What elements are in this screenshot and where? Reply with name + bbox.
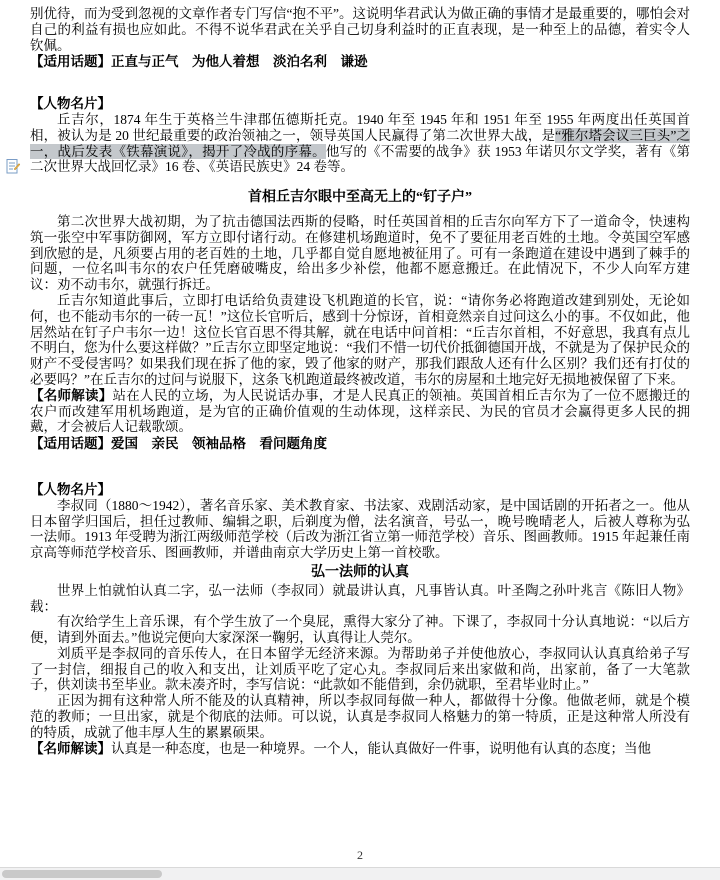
topics-text-2: 爱国 亲民 领袖品格 看问题角度 (111, 436, 327, 452)
card-label-1: 【人物名片】 (30, 96, 111, 112)
article-heading-churchill: 首相丘吉尔眼中至高无上的“钉子户” (248, 190, 472, 206)
teacher-notes-text-1: 站在人民的立场，为人民说话办事，才是人民真正的领袖。英国首相丘吉尔为了一位不愿搬迁的农户而改建军用机场跑道，是为官的正确价值观的生动体现，这样亲民、为民的官员才会赢得更多人民的拥戴，才会被后人记载歌颂。 (30, 387, 691, 435)
teacher-notes-text-2: 认真是一种态度，也是一种境界。一个人，能认真做好一件事，说明他有认真的态度；当他 (111, 740, 651, 756)
teacher-notes-label-2: 【名师解读】 (30, 740, 111, 756)
card-label-2: 【人物名片】 (30, 481, 111, 497)
comment-icon[interactable] (6, 158, 21, 175)
horizontal-scrollbar[interactable] (0, 867, 720, 880)
topics-line-2 (30, 436, 690, 452)
topics-text-1: 正直与正气 为他人着想 淡泊名利 谦逊 (111, 54, 368, 70)
teacher-notes-2 (30, 741, 690, 757)
bio-text-before: 丘吉尔，1874 年生于英格兰牛津郡伍德斯托克。1940 年至 1945 年和 1951 年至 1955 年两度出任英国首相，被认为是 20 世纪最重要的政治领袖之一，领导英国人民赢得了第二次世界大战，是 (30, 111, 690, 143)
bio-text-after: 他写的《不需要的战争》获 1953 年诺贝尔文学奖，著有《第二次世界大战回忆录》16 卷、《英语民族史》24 卷等。 (30, 143, 691, 175)
topics-label-2: 【适用话题】 (30, 436, 111, 452)
story-paragraph-1: 第二次世界大战初期，为了抗击德国法西斯的侵略，时任英国首相的丘吉尔向军方下了一道命令，快速构筑一张空中军事防御网，军方立即付诸行动。在修建机场跑道时，免不了要征用老百姓的土地。令英国空军感到欣慰的是，凡须要占用的老百姓的土地，几乎都自觉自愿地被征用了。可有一条跑道在建设中遇到了棘手的问题，一位名叫韦尔的农户任凭磨破嘴皮，给出多少补偿，他都不愿意搬迁。在此情况下，不少人向军方建议：劝不动韦尔，就强行拆迁。 (30, 213, 690, 293)
selection-highlight: “雅尔塔会议三巨头”之一，战后发表《铁幕演说》，揭开了冷战的序幕。 (30, 127, 691, 159)
teacher-notes-1 (30, 388, 690, 435)
lishutong-paragraph-2: 有次给学生上音乐课，有个学生放了一个臭屁，熏得大家分了神。下课了，李叔同十分认真地说：“以后方便，请到外面去。”他说完便向大家深深一鞠躬，认真得让人莞尔。 (30, 614, 690, 646)
lishutong-paragraph-3: 刘质平是李叔同的音乐传人，在日本留学无经济来源。为帮助弟子并使他放心，李叔同认认真真给弟子写了一封信，细报自己的收入和支出，让刘质平吃了定心丸。李叔同后来出家做和尚，出家前，备了一大笔款子，供刘读书至毕业。款未凑齐时，李写信说：“此款如不能借到，余仍就职，至君毕业时止。” (30, 645, 690, 693)
scrollbar-thumb[interactable] (2, 870, 162, 878)
topics-label-1: 【适用话题】 (30, 54, 111, 70)
lishutong-paragraph-4: 正因为拥有这种常人所不能及的认真精神，所以李叔同每做一种人，都做得十分像。他做老师，就是个模范的教师；一旦出家，就是个彻底的法师。可以说，认真是李叔同人格魅力的第一特质，正是这种常人所没有的特质，成就了他丰厚人生的累累硕果。 (30, 693, 690, 740)
churchill-bio-paragraph (30, 112, 690, 175)
story-paragraph-2: 丘吉尔知道此事后，立即打电话给负责建设飞机跑道的长官，说：“请你务必将跑道改建到别处，无论如何，也不能动韦尔的一砖一瓦！”这位长官听后，感到十分惊讶，首相竟然亲自过问这么小的事。不仅如此，他居然站在钉子户韦尔一边！这位长官百思不得其解，就在电话中问首相：“丘吉尔首相，不好意思，我真有点儿不明白，您为什么要这样做？”丘吉尔立即坚定地说：“我们不惜一切代价抵御德国开战，不就是为了保护民众的财产不受侵害吗？如果我们现在拆了他的家，毁了他家的财产，那我们跟敌人还有什么区别？我们还有打仗的必要吗？”在丘吉尔的过问与说服下，这条飞机跑道最终被改道，韦尔的房屋和土地完好无损地被保留了下来。 (30, 292, 690, 387)
topics-line-1 (30, 54, 690, 70)
lishutong-paragraph-1: 世界上怕就怕认真二字，弘一法师（李叔同）就最讲认真，凡事皆认真。叶圣陶之孙叶兆言《陈旧人物》载： (30, 582, 690, 614)
teacher-notes-label-1: 【名师解读】 (30, 387, 113, 403)
article-heading-lishutong: 弘一法师的认真 (311, 564, 409, 580)
paragraph-continuation: 别优待，而为受到忽视的文章作者专门写信“抱不平”。这说明华君武认为做正确的事情才是最重要的，哪怕会对自己的利益有损也应如此。不得不说华君武在关乎自己切身利益时的正直表现，是一种至上的品德，着实令人钦佩。 (30, 6, 690, 53)
lishutong-bio-paragraph: 李叔同（1880～1942），著名音乐家、美术教育家、书法家、戏剧活动家，是中国话剧的开拓者之一。他从日本留学归国后，担任过教师、编辑之职，后剃度为僧，法名演音，号弘一，晚号晚晴老人，后被人尊称为弘一法师。1913 年受聘为浙江两级师范学校（后改为浙江省立第一师范学校）音乐、图画教师。1915 年起兼任南京高等师范学校音乐、图画教师，并谱曲南京大学历史上第一首校歌。 (30, 497, 690, 561)
page-number: 2 (357, 848, 363, 862)
